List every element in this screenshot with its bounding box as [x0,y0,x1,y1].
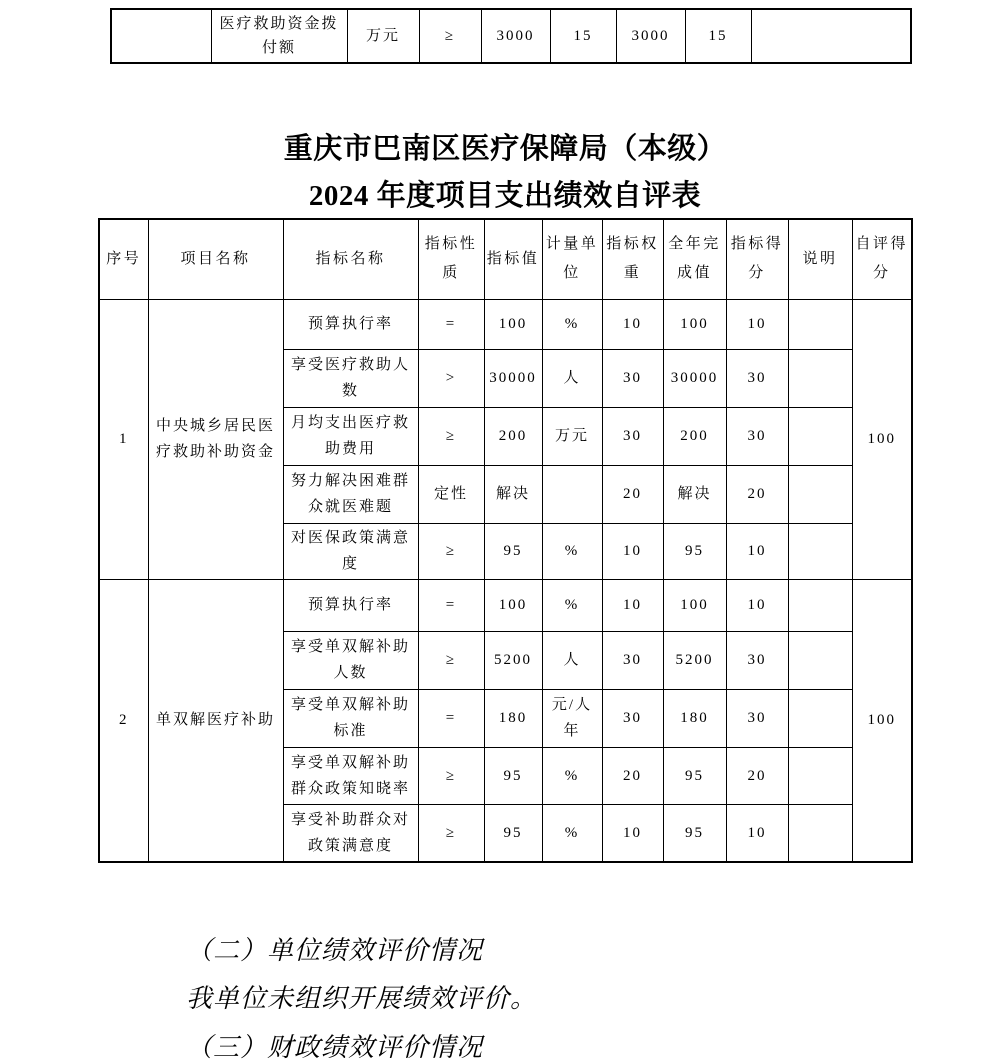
unit-cell [542,465,602,523]
score-cell: 30 [726,407,788,465]
note-cell [788,299,852,349]
note-cell [788,804,852,862]
completed-value-cell: 3000 [616,9,685,63]
weight-cell: 15 [550,9,616,63]
col-header-self-score: 自评得分 [852,219,912,299]
weight-cell: 30 [602,407,663,465]
indicator-name-cell: 预算执行率 [283,299,418,349]
self-evaluation-table [98,218,913,863]
target-value-cell: 3000 [481,9,550,63]
self-score-cell: 100 [852,299,912,579]
indicator-name-cell: 对医保政策满意度 [283,523,418,579]
col-header-indicator: 指标名称 [283,219,418,299]
seq-cell: 2 [99,579,148,862]
col-header-unit: 计量单位 [542,219,602,299]
col-header-score: 指标得分 [726,219,788,299]
nature-cell: ≥ [418,407,484,465]
document-title-line1: 重庆市巴南区医疗保障局（本级） [283,133,727,165]
weight-cell: 10 [602,299,663,349]
score-cell: 15 [685,9,751,63]
unit-cell: 人 [542,631,602,689]
score-cell: 30 [726,689,788,747]
target-value-cell: 95 [484,747,542,804]
target-value-cell: 200 [484,407,542,465]
table-row [99,579,912,631]
weight-cell: 30 [602,689,663,747]
note-cell [788,747,852,804]
nature-cell: > [418,349,484,407]
col-header-target: 指标值 [484,219,542,299]
target-value-cell: 95 [484,804,542,862]
indicator-name-cell: 享受单双解补助人数 [283,631,418,689]
completed-value-cell: 95 [663,804,726,862]
indicator-name-cell: 月均支出医疗救助费用 [283,407,418,465]
unit-cell: % [542,523,602,579]
target-value-cell: 95 [484,523,542,579]
weight-cell: 30 [602,349,663,407]
table-row [111,9,911,63]
score-cell: 10 [726,804,788,862]
indicator-name-cell: 享受单双解补助标准 [283,689,418,747]
col-header-weight: 指标权重 [602,219,663,299]
score-cell: 10 [726,579,788,631]
weight-cell: 10 [602,523,663,579]
project-name-cell: 单双解医疗补助 [148,579,283,862]
score-cell: 20 [726,747,788,804]
note-cell [788,689,852,747]
nature-cell: = [418,299,484,349]
self-score-cell: 100 [852,579,912,862]
indicator-name-cell: 预算执行率 [283,579,418,631]
seq-cell [111,9,211,63]
project-name-cell: 中央城乡居民医疗救助补助资金 [148,299,283,579]
nature-cell: 定性 [418,465,484,523]
completed-value-cell: 95 [663,523,726,579]
previous-table-tail [110,8,912,64]
weight-cell: 20 [602,465,663,523]
col-header-seq: 序号 [99,219,148,299]
weight-cell: 30 [602,631,663,689]
completed-value-cell: 解决 [663,465,726,523]
target-value-cell: 100 [484,579,542,631]
completed-value-cell: 180 [663,689,726,747]
unit-cell: % [542,299,602,349]
completed-value-cell: 95 [663,747,726,804]
col-header-note: 说明 [788,219,852,299]
indicator-name-cell: 享受补助群众对政策满意度 [283,804,418,862]
completed-value-cell: 30000 [663,349,726,407]
col-header-project: 项目名称 [148,219,283,299]
note-cell [788,579,852,631]
nature-cell: ≥ [418,523,484,579]
score-cell: 30 [726,349,788,407]
seq-cell: 1 [99,299,148,579]
nature-cell: ≥ [418,631,484,689]
nature-cell: ≥ [418,804,484,862]
weight-cell: 10 [602,804,663,862]
target-value-cell: 100 [484,299,542,349]
unit-cell: 元/人年 [542,689,602,747]
note-cell [788,631,852,689]
header-row [99,219,912,299]
col-header-nature: 指标性质 [418,219,484,299]
target-value-cell: 解决 [484,465,542,523]
indicator-name-cell: 努力解决困难群众就医难题 [283,465,418,523]
score-cell: 10 [726,299,788,349]
score-cell: 10 [726,523,788,579]
table-row [99,299,912,349]
col-header-completed: 全年完成值 [663,219,726,299]
unit-cell: % [542,747,602,804]
completed-value-cell: 100 [663,579,726,631]
score-cell: 20 [726,465,788,523]
document-title-line2: 2024 年度项目支出绩效自评表 [308,180,702,212]
completed-value-cell: 5200 [663,631,726,689]
indicator-name-cell: 医疗救助资金拨付额 [211,9,347,63]
unit-cell: 万元 [347,9,419,63]
note-cell [788,349,852,407]
weight-cell: 10 [602,579,663,631]
completed-value-cell: 100 [663,299,726,349]
unit-evaluation-body-text: 我单位未组织开展绩效评价。 [186,984,538,1013]
indicator-name-cell: 享受单双解补助群众政策知晓率 [283,747,418,804]
nature-cell: = [418,689,484,747]
nature-cell: ≥ [418,747,484,804]
unit-cell: % [542,579,602,631]
target-value-cell: 30000 [484,349,542,407]
note-cell [788,407,852,465]
indicator-name-cell: 享受医疗救助人数 [283,349,418,407]
nature-cell: ≥ [419,9,481,63]
unit-cell: % [542,804,602,862]
nature-cell: = [418,579,484,631]
weight-cell: 20 [602,747,663,804]
unit-cell: 人 [542,349,602,407]
section-heading-fiscal-evaluation: （三）财政绩效评价情况 [186,1033,484,1062]
target-value-cell: 180 [484,689,542,747]
section-heading-unit-evaluation: （二）单位绩效评价情况 [186,936,484,965]
unit-cell: 万元 [542,407,602,465]
completed-value-cell: 200 [663,407,726,465]
score-cell: 30 [726,631,788,689]
target-value-cell: 5200 [484,631,542,689]
note-cell [788,465,852,523]
note-cell [751,9,911,63]
note-cell [788,523,852,579]
